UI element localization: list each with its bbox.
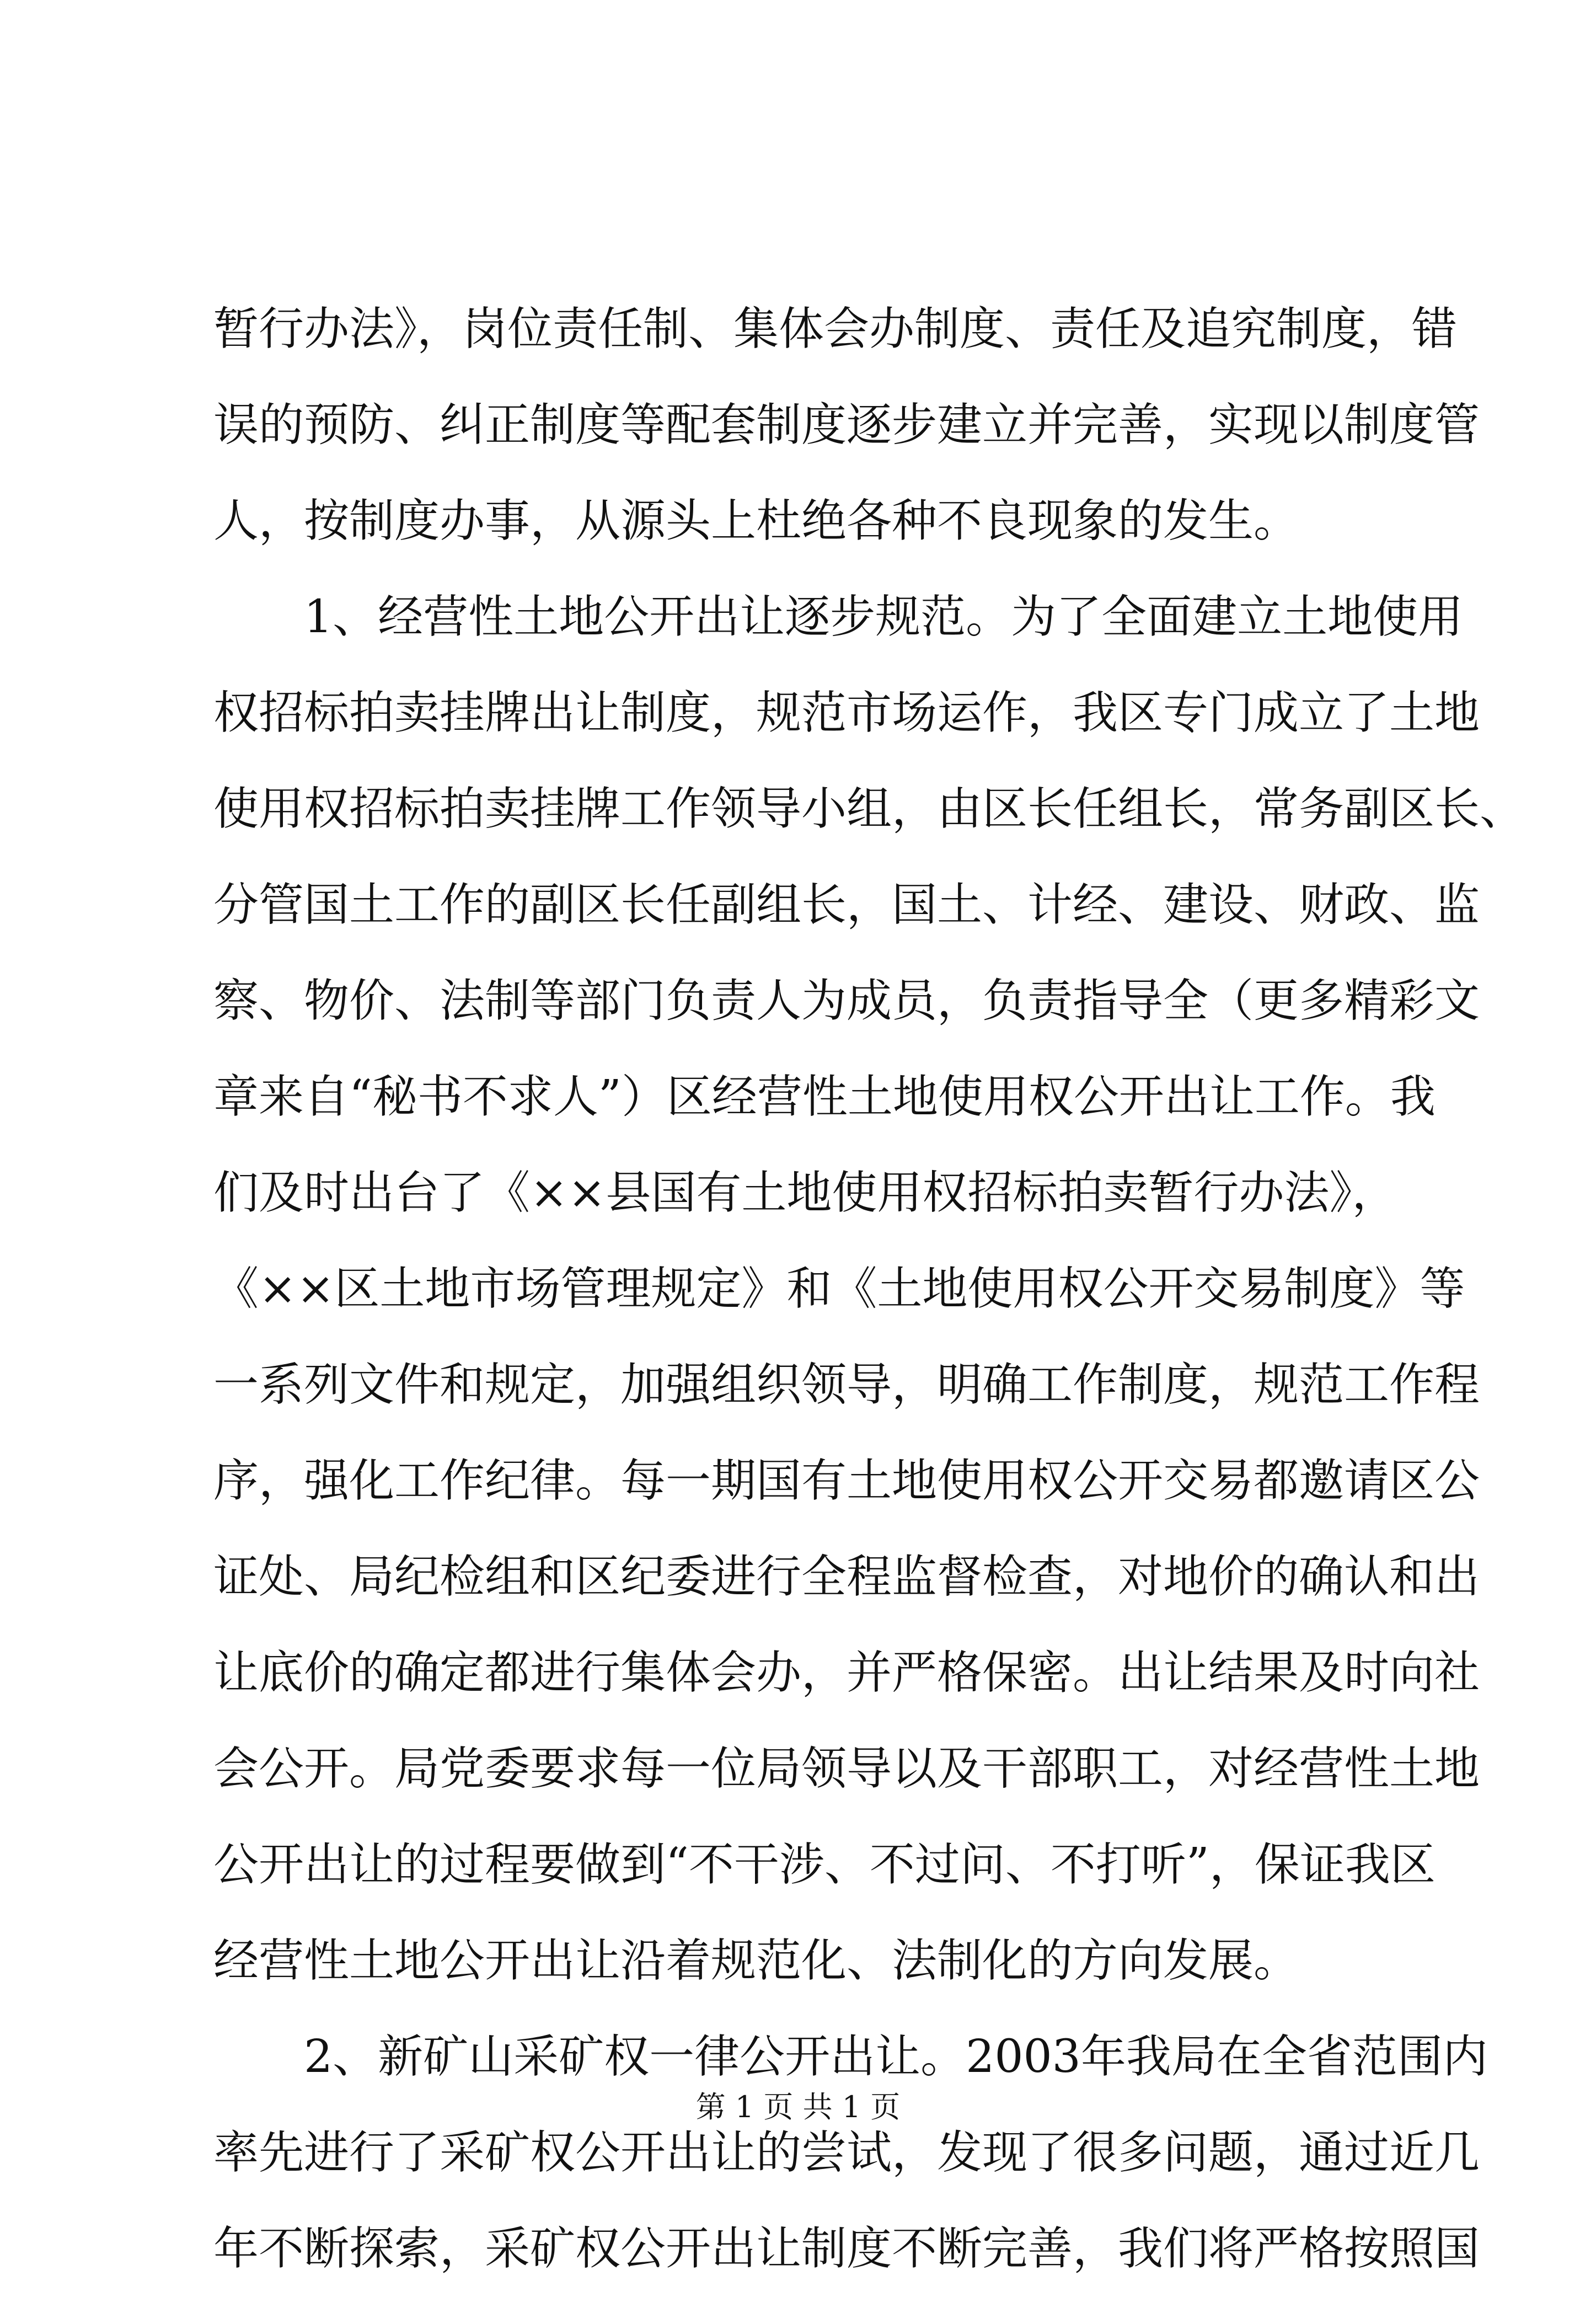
text-line: 证处、局纪检组和区纪委进行全程监督检查，对地价的确认和出 xyxy=(213,1551,1480,1603)
text-line: 序，强化工作纪律。每一期国有土地使用权公开交易都邀请区公 xyxy=(213,1455,1480,1507)
document-body xyxy=(213,281,1525,2297)
page-number-label: 第 1 页 共 1 页 xyxy=(695,2090,901,2124)
text-line: 们及时出台了《××县国有土地使用权招标拍卖暂行办法》， xyxy=(213,1167,1397,1219)
text-line: 2、新矿山采矿权一律公开出让。2003年我局在全省范围内 xyxy=(213,2031,1488,2083)
text-line: 《××区土地市场管理规定》和《土地使用权公开交易制度》等 xyxy=(213,1263,1465,1315)
text-line: 权招标拍卖挂牌出让制度，规范市场运作，我区专门成立了土地 xyxy=(213,687,1480,739)
text-line: 误的预防、纠正制度等配套制度逐步建立并完善，实现以制度管 xyxy=(213,399,1480,451)
text-line: 率先进行了采矿权公开出让的尝试，发现了很多问题，通过近几 xyxy=(213,2127,1480,2179)
text-line: 使用权招标拍卖挂牌工作领导小组，由区长任组长，常务副区长、 xyxy=(213,783,1525,835)
page-footer xyxy=(0,2085,1596,2129)
text-line: 1、经营性土地公开出让逐步规范。为了全面建立土地使用 xyxy=(213,591,1464,643)
text-line: 一系列文件和规定，加强组织领导，明确工作制度，规范工作程 xyxy=(213,1359,1480,1411)
text-line: 经营性土地公开出让沿着规范化、法制化的方向发展。 xyxy=(213,1935,1299,1987)
text-line: 公开出让的过程要做到“不干涉、不过问、不打听”，保证我区 xyxy=(213,1839,1436,1891)
text-line: 让底价的确定都进行集体会办，并严格保密。出让结果及时向社 xyxy=(213,1647,1480,1699)
text-line: 察、物价、法制等部门负责人为成员，负责指导全（更多精彩文 xyxy=(213,975,1480,1027)
text-line: 暂行办法》，岗位责任制、集体会办制度、责任及追究制度，错 xyxy=(213,303,1458,355)
text-line: 年不断探索，采矿权公开出让制度不断完善，我们将严格按照国 xyxy=(213,2223,1480,2275)
text-line: 会公开。局党委要求每一位局领导以及干部职工，对经营性土地 xyxy=(213,1743,1480,1795)
text-line: 分管国土工作的副区长任副组长，国土、计经、建设、财政、监 xyxy=(213,879,1480,931)
text-line: 章来自“秘书不求人”）区经营性土地使用权公开出让工作。我 xyxy=(213,1071,1436,1123)
text-line: 人，按制度办事，从源头上杜绝各种不良现象的发生。 xyxy=(213,495,1299,547)
